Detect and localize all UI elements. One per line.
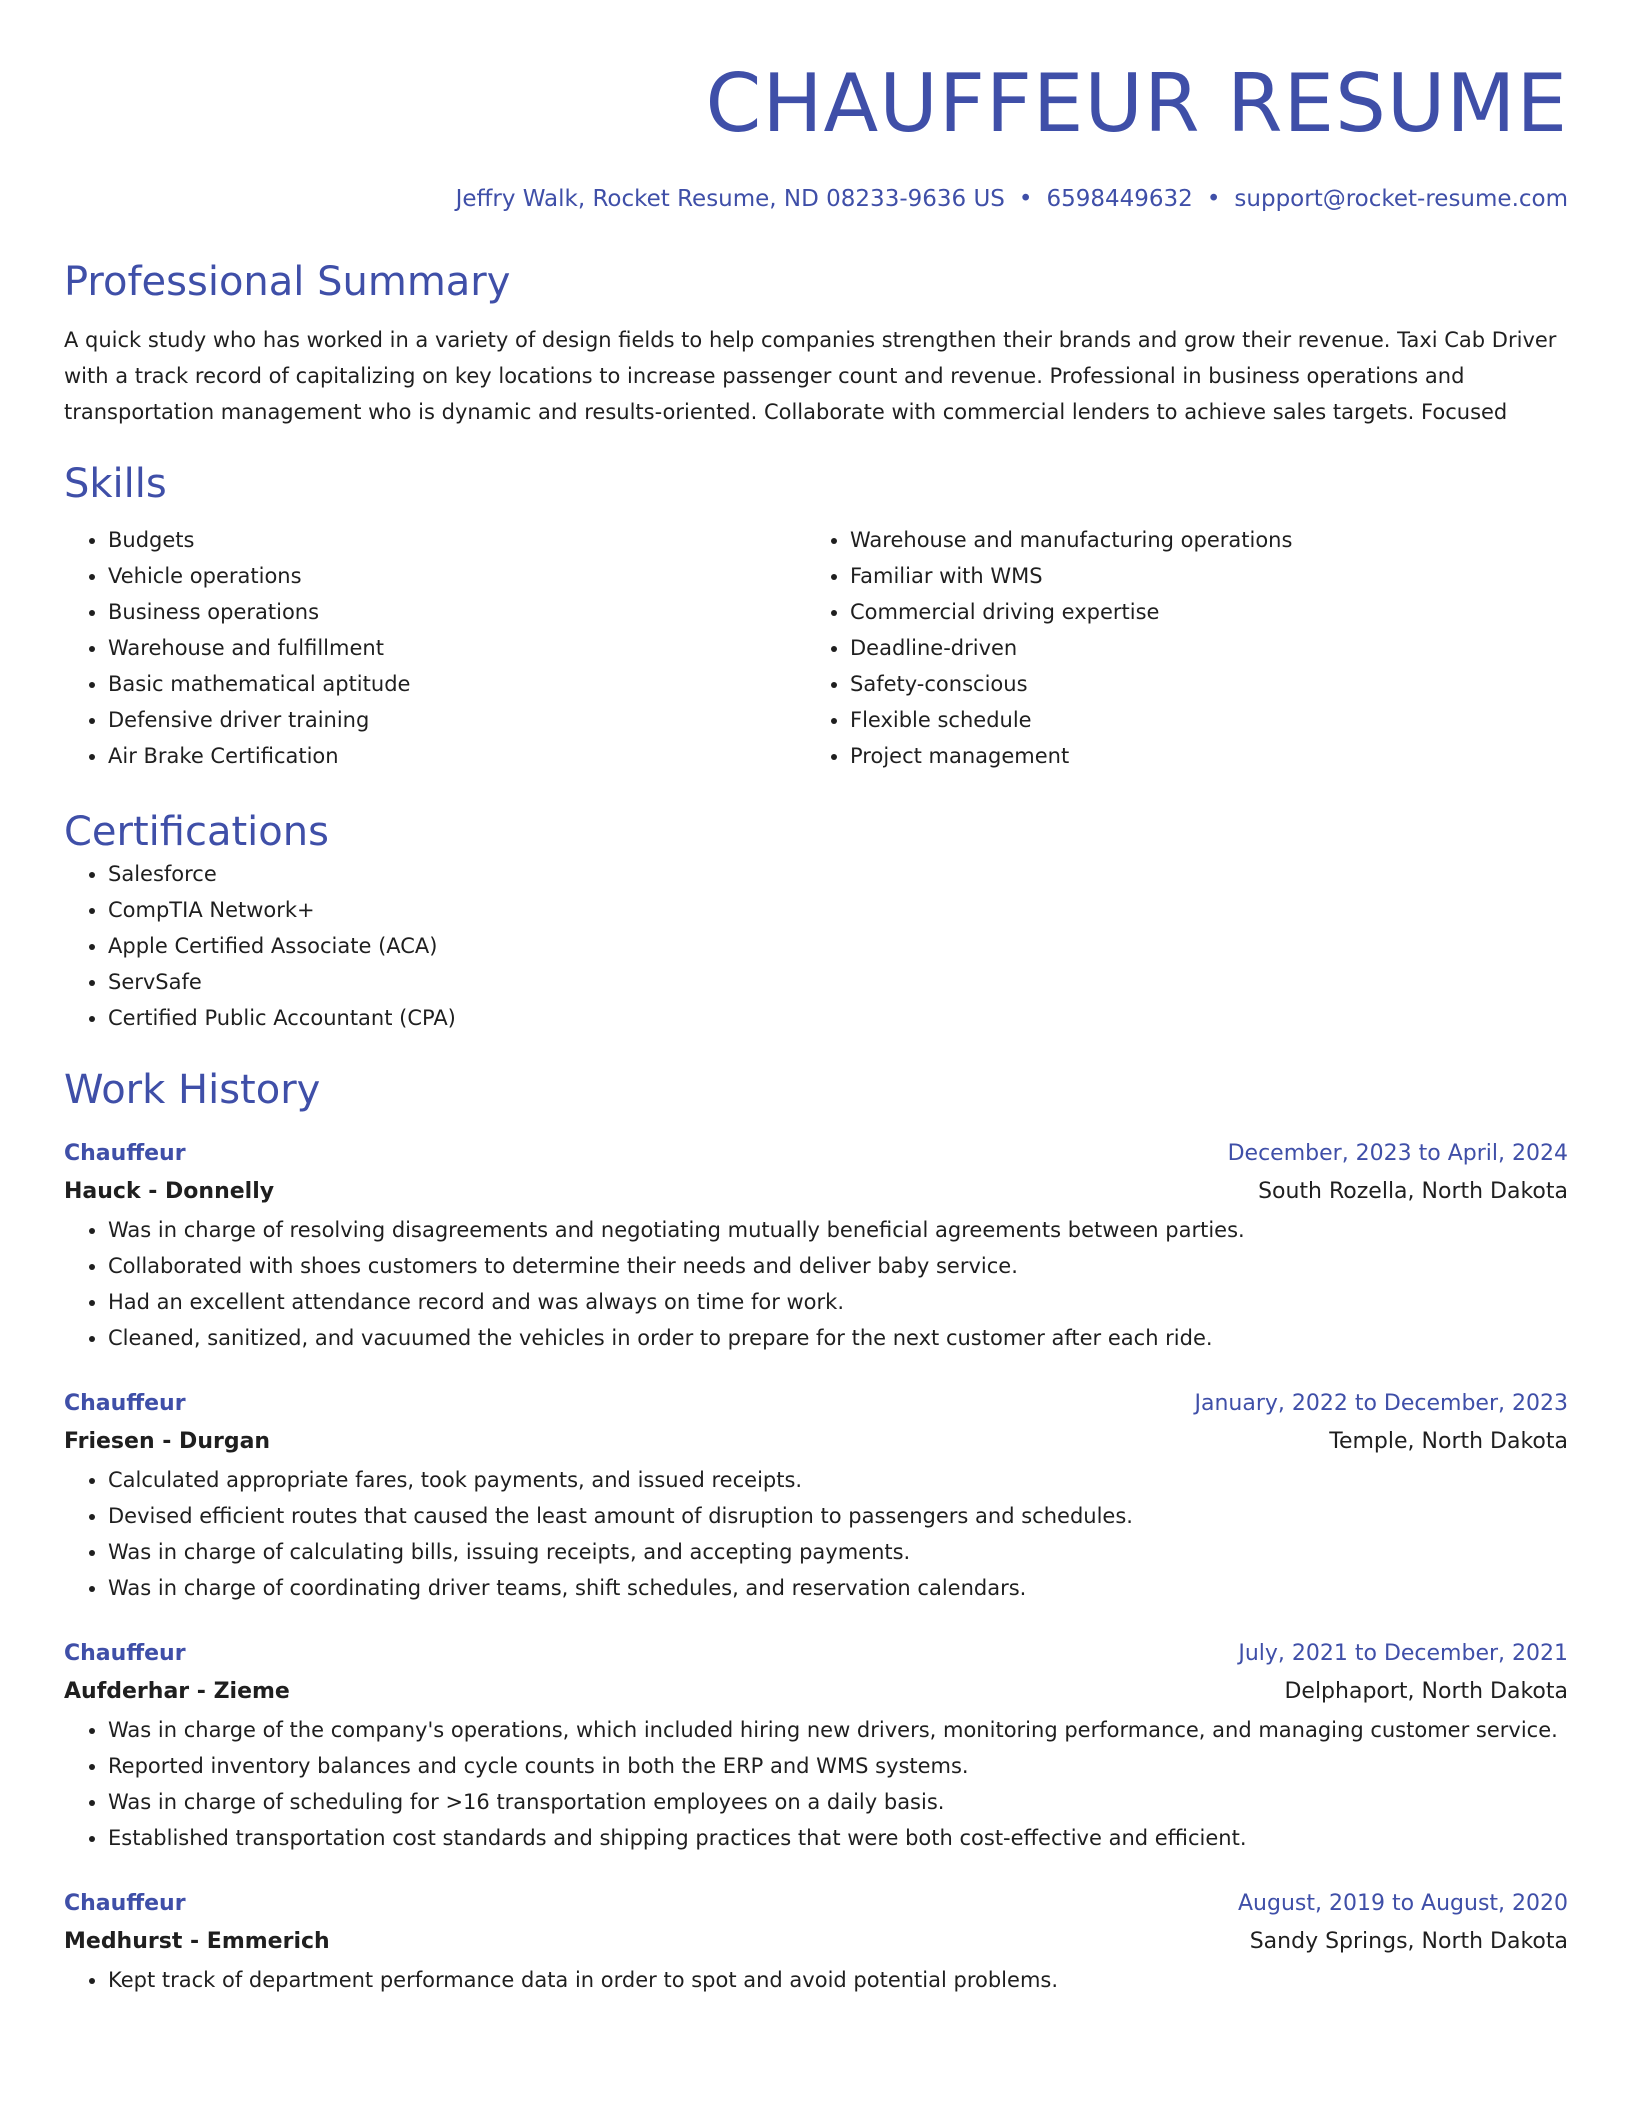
skills-heading: Skills — [64, 461, 167, 507]
skill-item: • Warehouse and fulfillment — [108, 630, 806, 666]
job-bullets — [64, 1962, 1568, 1998]
skills-column-left — [64, 522, 806, 774]
skill-item: • Project management — [850, 738, 1548, 774]
job-bullet: • Was in charge of calculating bills, issuing receipts, and accepting payments. — [108, 1534, 1568, 1570]
job-company: Aufderhar - Zieme — [64, 1679, 290, 1704]
job-bullets — [64, 1712, 1568, 1856]
job-title: Chauffeur — [64, 1641, 186, 1666]
job-location: Delphaport, North Dakota — [1284, 1679, 1568, 1704]
job-bullets — [64, 1212, 1568, 1356]
contact-line — [64, 184, 1568, 214]
job-dates: January, 2022 to December, 2023 — [1194, 1391, 1568, 1416]
job-bullet: • Devised efficient routes that caused the least amount of disruption to passengers and schedules. — [108, 1498, 1568, 1534]
job-entry — [64, 1886, 1568, 1998]
contact-separator: • — [1018, 186, 1033, 212]
contact-address: Jeffry Walk, Rocket Resume, ND 08233-9636 US — [455, 186, 1005, 212]
job-bullet: • Was in charge of scheduling for >16 transportation employees on a daily basis. — [108, 1784, 1568, 1820]
job-header-row — [64, 1636, 1568, 1672]
certification-item: • CompTIA Network+ — [108, 892, 1568, 928]
skills-column-right — [806, 522, 1548, 774]
job-company: Hauck - Donnelly — [64, 1179, 275, 1204]
job-company-row — [64, 1672, 1568, 1712]
job-location: South Rozella, North Dakota — [1258, 1179, 1568, 1204]
job-dates: December, 2023 to April, 2024 — [1227, 1141, 1568, 1166]
job-company-row — [64, 1422, 1568, 1462]
contact-email[interactable]: support@rocket-resume.com — [1234, 186, 1568, 212]
skill-item: • Warehouse and manufacturing operations — [850, 522, 1548, 558]
job-header-row — [64, 1886, 1568, 1922]
job-bullet: • Was in charge of coordinating driver teams, shift schedules, and reservation calendars. — [108, 1570, 1568, 1606]
job-title: Chauffeur — [64, 1391, 186, 1416]
job-bullet: • Collaborated with shoes customers to determine their needs and deliver baby service. — [108, 1248, 1568, 1284]
summary-heading: Professional Summary — [64, 259, 511, 305]
work-history-heading: Work History — [64, 1067, 321, 1113]
job-header-row — [64, 1386, 1568, 1422]
job-title: Chauffeur — [64, 1141, 186, 1166]
skills-columns — [64, 522, 1568, 774]
resume-title: CHAUFFEUR RESUME — [705, 57, 1568, 150]
job-location: Sandy Springs, North Dakota — [1249, 1929, 1568, 1954]
job-company: Friesen - Durgan — [64, 1429, 271, 1454]
skill-item: • Familiar with WMS — [850, 558, 1548, 594]
certifications-list — [64, 856, 1568, 1036]
skill-item: • Air Brake Certification — [108, 738, 806, 774]
contact-phone: 6598449632 — [1046, 186, 1193, 212]
job-dates: August, 2019 to August, 2020 — [1238, 1891, 1568, 1916]
skill-item: • Deadline-driven — [850, 630, 1548, 666]
job-entry — [64, 1386, 1568, 1606]
job-bullet: • Reported inventory balances and cycle counts in both the ERP and WMS systems. — [108, 1748, 1568, 1784]
job-title: Chauffeur — [64, 1891, 186, 1916]
job-bullet: • Kept track of department performance data in order to spot and avoid potential problems. — [108, 1962, 1568, 1998]
job-bullet: • Cleaned, sanitized, and vacuumed the vehicles in order to prepare for the next customer after each ride. — [108, 1320, 1568, 1356]
job-company-row — [64, 1172, 1568, 1212]
certification-item: • ServSafe — [108, 964, 1568, 1000]
job-bullets — [64, 1462, 1568, 1606]
certification-item: • Certified Public Accountant (CPA) — [108, 1000, 1568, 1036]
skill-item: • Business operations — [108, 594, 806, 630]
job-header-row — [64, 1136, 1568, 1172]
job-bullet: • Was in charge of the company's operations, which included hiring new drivers, monitoring performance, and managing customer service. — [108, 1712, 1568, 1748]
job-dates: July, 2021 to December, 2021 — [1238, 1641, 1568, 1666]
skill-item: • Flexible schedule — [850, 702, 1548, 738]
job-entry — [64, 1636, 1568, 1856]
skill-item: • Commercial driving expertise — [850, 594, 1548, 630]
job-location: Temple, North Dakota — [1329, 1429, 1568, 1454]
job-bullet: • Was in charge of resolving disagreements and negotiating mutually beneficial agreements between parties. — [108, 1212, 1568, 1248]
skill-item: • Basic mathematical aptitude — [108, 666, 806, 702]
certification-item: • Salesforce — [108, 856, 1568, 892]
job-company: Medhurst - Emmerich — [64, 1929, 330, 1954]
skills-list-right — [806, 522, 1548, 774]
job-entry — [64, 1136, 1568, 1356]
skill-item: • Vehicle operations — [108, 558, 806, 594]
job-company-row — [64, 1922, 1568, 1962]
job-bullet: • Calculated appropriate fares, took payments, and issued receipts. — [108, 1462, 1568, 1498]
contact-separator: • — [1206, 186, 1221, 212]
job-bullet: • Had an excellent attendance record and was always on time for work. — [108, 1284, 1568, 1320]
certifications-heading: Certifications — [64, 809, 329, 855]
skill-item: • Safety-conscious — [850, 666, 1548, 702]
skill-item: • Budgets — [108, 522, 806, 558]
skill-item: • Defensive driver training — [108, 702, 806, 738]
summary-text: A quick study who has worked in a variety of design fields to help companies strengthen their brands and grow their revenue. Taxi Cab Driver with a track record of capitalizing on key locations to increase passenger count and revenue. Professional in business operations and transportation management who is dynamic and results-oriented. Collaborate with commercial lenders to achieve sales targets. Focused — [64, 328, 1557, 424]
certification-item: • Apple Certified Associate (ACA) — [108, 928, 1568, 964]
job-bullet: • Established transportation cost standards and shipping practices that were both cost-effective and efficient. — [108, 1820, 1568, 1856]
skills-list-left — [64, 522, 806, 774]
